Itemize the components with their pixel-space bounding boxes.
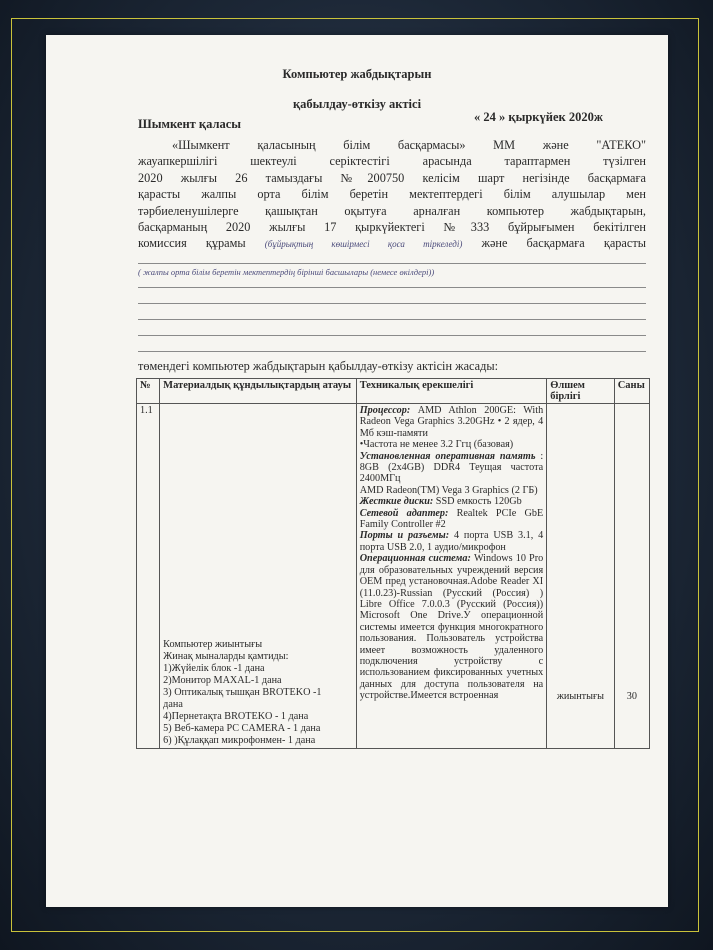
doc-paragraph: [138, 137, 646, 253]
spec-text: Realtek PCIe GbE Family Controller #2: [359, 507, 544, 531]
header-name: Материалдық құндылықтардың атауы: [160, 379, 357, 404]
fill-line: [138, 287, 646, 288]
name-line: 5) Веб-камера PC CAMERA - 1 дана: [163, 723, 321, 734]
fill-line: [138, 263, 646, 264]
school-hint: ( жалпы орта білім беретін мектептердің бірінші басшылары (немесе өкілдері)): [138, 267, 435, 277]
spec-item: [360, 405, 543, 439]
spec-item: [360, 496, 543, 507]
paragraph-last-b: және басқармаға қарасты: [462, 236, 646, 251]
doc-title-line1: Компьютер жабдықтарын: [282, 67, 432, 81]
paragraph-last-line: [138, 235, 646, 252]
spec-item: [360, 439, 543, 450]
table-row: [137, 404, 650, 749]
spec-item: [360, 485, 543, 496]
fill-line: [138, 303, 646, 304]
fill-line: [138, 335, 646, 336]
paragraph-line: басқарманың 2020 жылғы 17 қыркүйектегі №333 бұйрығымен бекітілген: [138, 220, 646, 235]
name-line: 4)Пернетақта BROTEKO - 1 дана: [163, 711, 309, 722]
header-spec: Техникалық ерекшелігі: [356, 379, 546, 404]
paragraph-line: «Шымкент қаласының білім басқармасы» ММ және "АТЕКО": [172, 138, 646, 152]
doc-title-line2: қабылдау-өткізу актісі: [292, 97, 422, 111]
paragraph-line: 2020 жылғы 26 тамыздағы №200750 келісім шарт негізінде басқармаға: [138, 170, 646, 185]
spec-text: AMD Radeon(TM) Vega 3 Graphics (2 ГБ): [359, 484, 538, 496]
spec-text: Windows 10 Pro для образовательных учреждений версия OEM пред установочная.Adobe Reader XI (11.0.23)-Russian (Русский (Россия) ) Libre Office 7.0.0.3 (Русский (Россия)) Microsoft One Drive.У операционной системы имеется функция многократного пользования. Пользователь устройства имеет возможность удаленного подключения устройству с использованием фиксированных учетных данных для доступа пользователя на устройстве.Имеется встроенная: [359, 553, 544, 702]
equipment-table: [136, 378, 650, 749]
doc-city: Шымкент қаласы: [138, 117, 242, 131]
name-line: 3) Оптикалық тышқан BROTEKO -1: [163, 687, 322, 698]
spec-item: [360, 530, 543, 553]
paragraph-line: тәрбиеленушілерге қашықтан оқытуға арналған компьютер жабдықтарын,: [138, 203, 646, 218]
name-line: 2)Монитор MAXAL-1 дана: [163, 675, 282, 686]
paragraph-note: (бұйрықтың көшірмесі қоса тіркеледі): [264, 239, 463, 250]
spec-text: 4 порта USB 3.1, 4 порта USB 2.0, 1 аудио/микрофон: [359, 530, 544, 553]
name-line: Компьютер жиынтығы: [163, 639, 263, 650]
row-name: [160, 404, 357, 749]
name-line: 6) )Құлаққап микрофонмен- 1 дана: [163, 735, 316, 746]
row-no: 1.1: [137, 404, 160, 749]
spec-text: SSD емкость 120Gb: [433, 496, 522, 508]
spec-item: [360, 553, 543, 701]
spec-item: [360, 508, 543, 531]
row-spec: [356, 404, 546, 749]
spec-text: : 8GB (2x4GB) DDR4 Теущая частота 2400МГц: [359, 450, 544, 485]
spec-text: •Частота не менее 3.2 Ггц (базовая): [359, 439, 514, 451]
name-line: дана: [163, 699, 183, 710]
lower-text: төмендегі компьютер жабдықтарын қабылдау-өткізу актісін жасады:: [138, 359, 499, 373]
fill-line: [138, 351, 646, 352]
spec-label: Операционная система:: [359, 553, 471, 565]
paragraph-line: жауапкершілігі шектеулі серіктестігі арасында тараптармен түзілген: [138, 154, 646, 169]
name-line: 1)Жүйелік блок -1 дана: [163, 663, 265, 674]
header-unit: Өлшем бірлігі: [547, 379, 615, 404]
paragraph-last-a: комиссия құрамы: [138, 236, 246, 251]
spec-label: Порты и разъемы:: [359, 530, 450, 542]
spec-label: Жесткие диски:: [359, 496, 434, 508]
spec-item: [360, 451, 543, 485]
row-unit: жиынтығы: [547, 404, 615, 749]
name-line: Жинақ мыналарды қамтиды:: [163, 651, 289, 662]
header-no: №: [137, 379, 160, 404]
spec-label: Установленная оперативная память: [359, 450, 536, 462]
spec-text: AMD Athlon 200GE: With Radeon Vega Graphics 3.20GHz • 2 ядер, 4 Мб кэш-памяти: [359, 405, 544, 439]
table-header-row: [137, 379, 650, 404]
fill-line: [138, 319, 646, 320]
spec-label: Процессор:: [359, 405, 411, 416]
row-qty: 30: [614, 404, 649, 749]
header-qty: Саны: [614, 379, 649, 404]
doc-date: « 24 » қыркүйек 2020ж: [474, 110, 603, 124]
document-page: [46, 35, 668, 907]
spec-label: Сетевой адаптер:: [359, 507, 449, 519]
paragraph-line: қарасты жалпы орта білім беретін мектептердегі білім алушылар мен: [138, 187, 646, 202]
